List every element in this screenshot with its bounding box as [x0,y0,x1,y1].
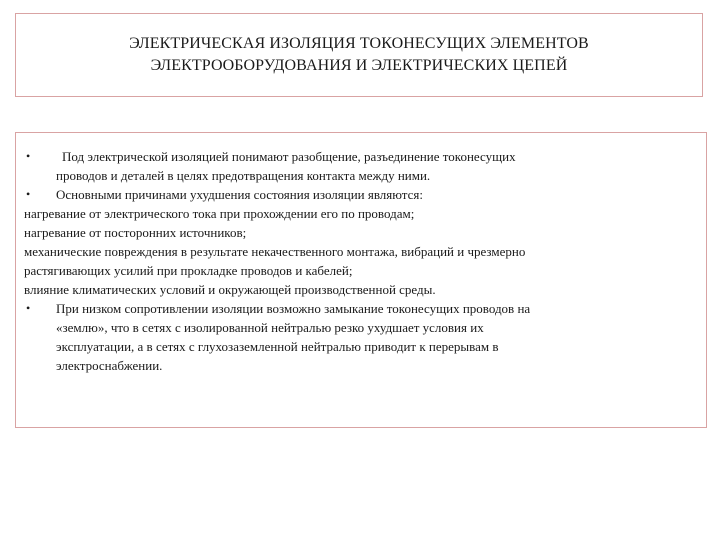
bullet-icon: • [26,301,31,315]
title-line-1: ЭЛЕКТРИЧЕСКАЯ ИЗОЛЯЦИЯ ТОКОНЕСУЩИХ ЭЛЕМЕНТОВ [129,35,589,52]
text-line: механические повреждения в результате некачественного монтажа, вибраций и чрезмерно [24,244,526,259]
bullet-item-2 [24,185,698,204]
content-box [15,132,707,428]
title-box [15,13,703,97]
bullet-icon: • [26,187,31,201]
text-line: проводов и деталей в целях предотвращения контакта между ними. [56,168,431,183]
text-line: влияние климатических условий и окружающей производственной среды. [24,282,436,297]
title-line-2: ЭЛЕКТРООБОРУДОВАНИЯ И ЭЛЕКТРИЧЕСКИХ ЦЕПЕЙ [150,57,568,74]
text-line: нагревание от посторонних источников; [24,225,247,240]
bullet-item-1 [24,147,698,166]
bullet-icon: • [26,149,31,163]
text-line: нагревание от электрического тока при прохождении его по проводам; [24,206,415,221]
text-line: растягивающих усилий при прокладке проводов и кабелей; [24,263,353,278]
text-line: Основными причинами ухудшения состояния изоляции являются: [56,187,424,202]
text-line: электроснабжении. [56,358,163,373]
text-line: эксплуатации, а в сетях с глухозаземленной нейтралью приводит к перерывам в [56,339,499,354]
text-line: Под электрической изоляцией понимают разобщение, разъединение токонесущих [62,149,516,164]
text-line: «землю», что в сетях с изолированной нейтралью резко ухудшает условия их [56,320,484,335]
bullet-item-3 [24,299,698,318]
text-line: При низком сопротивлении изоляции возможно замыкание токонесущих проводов на [56,301,531,316]
